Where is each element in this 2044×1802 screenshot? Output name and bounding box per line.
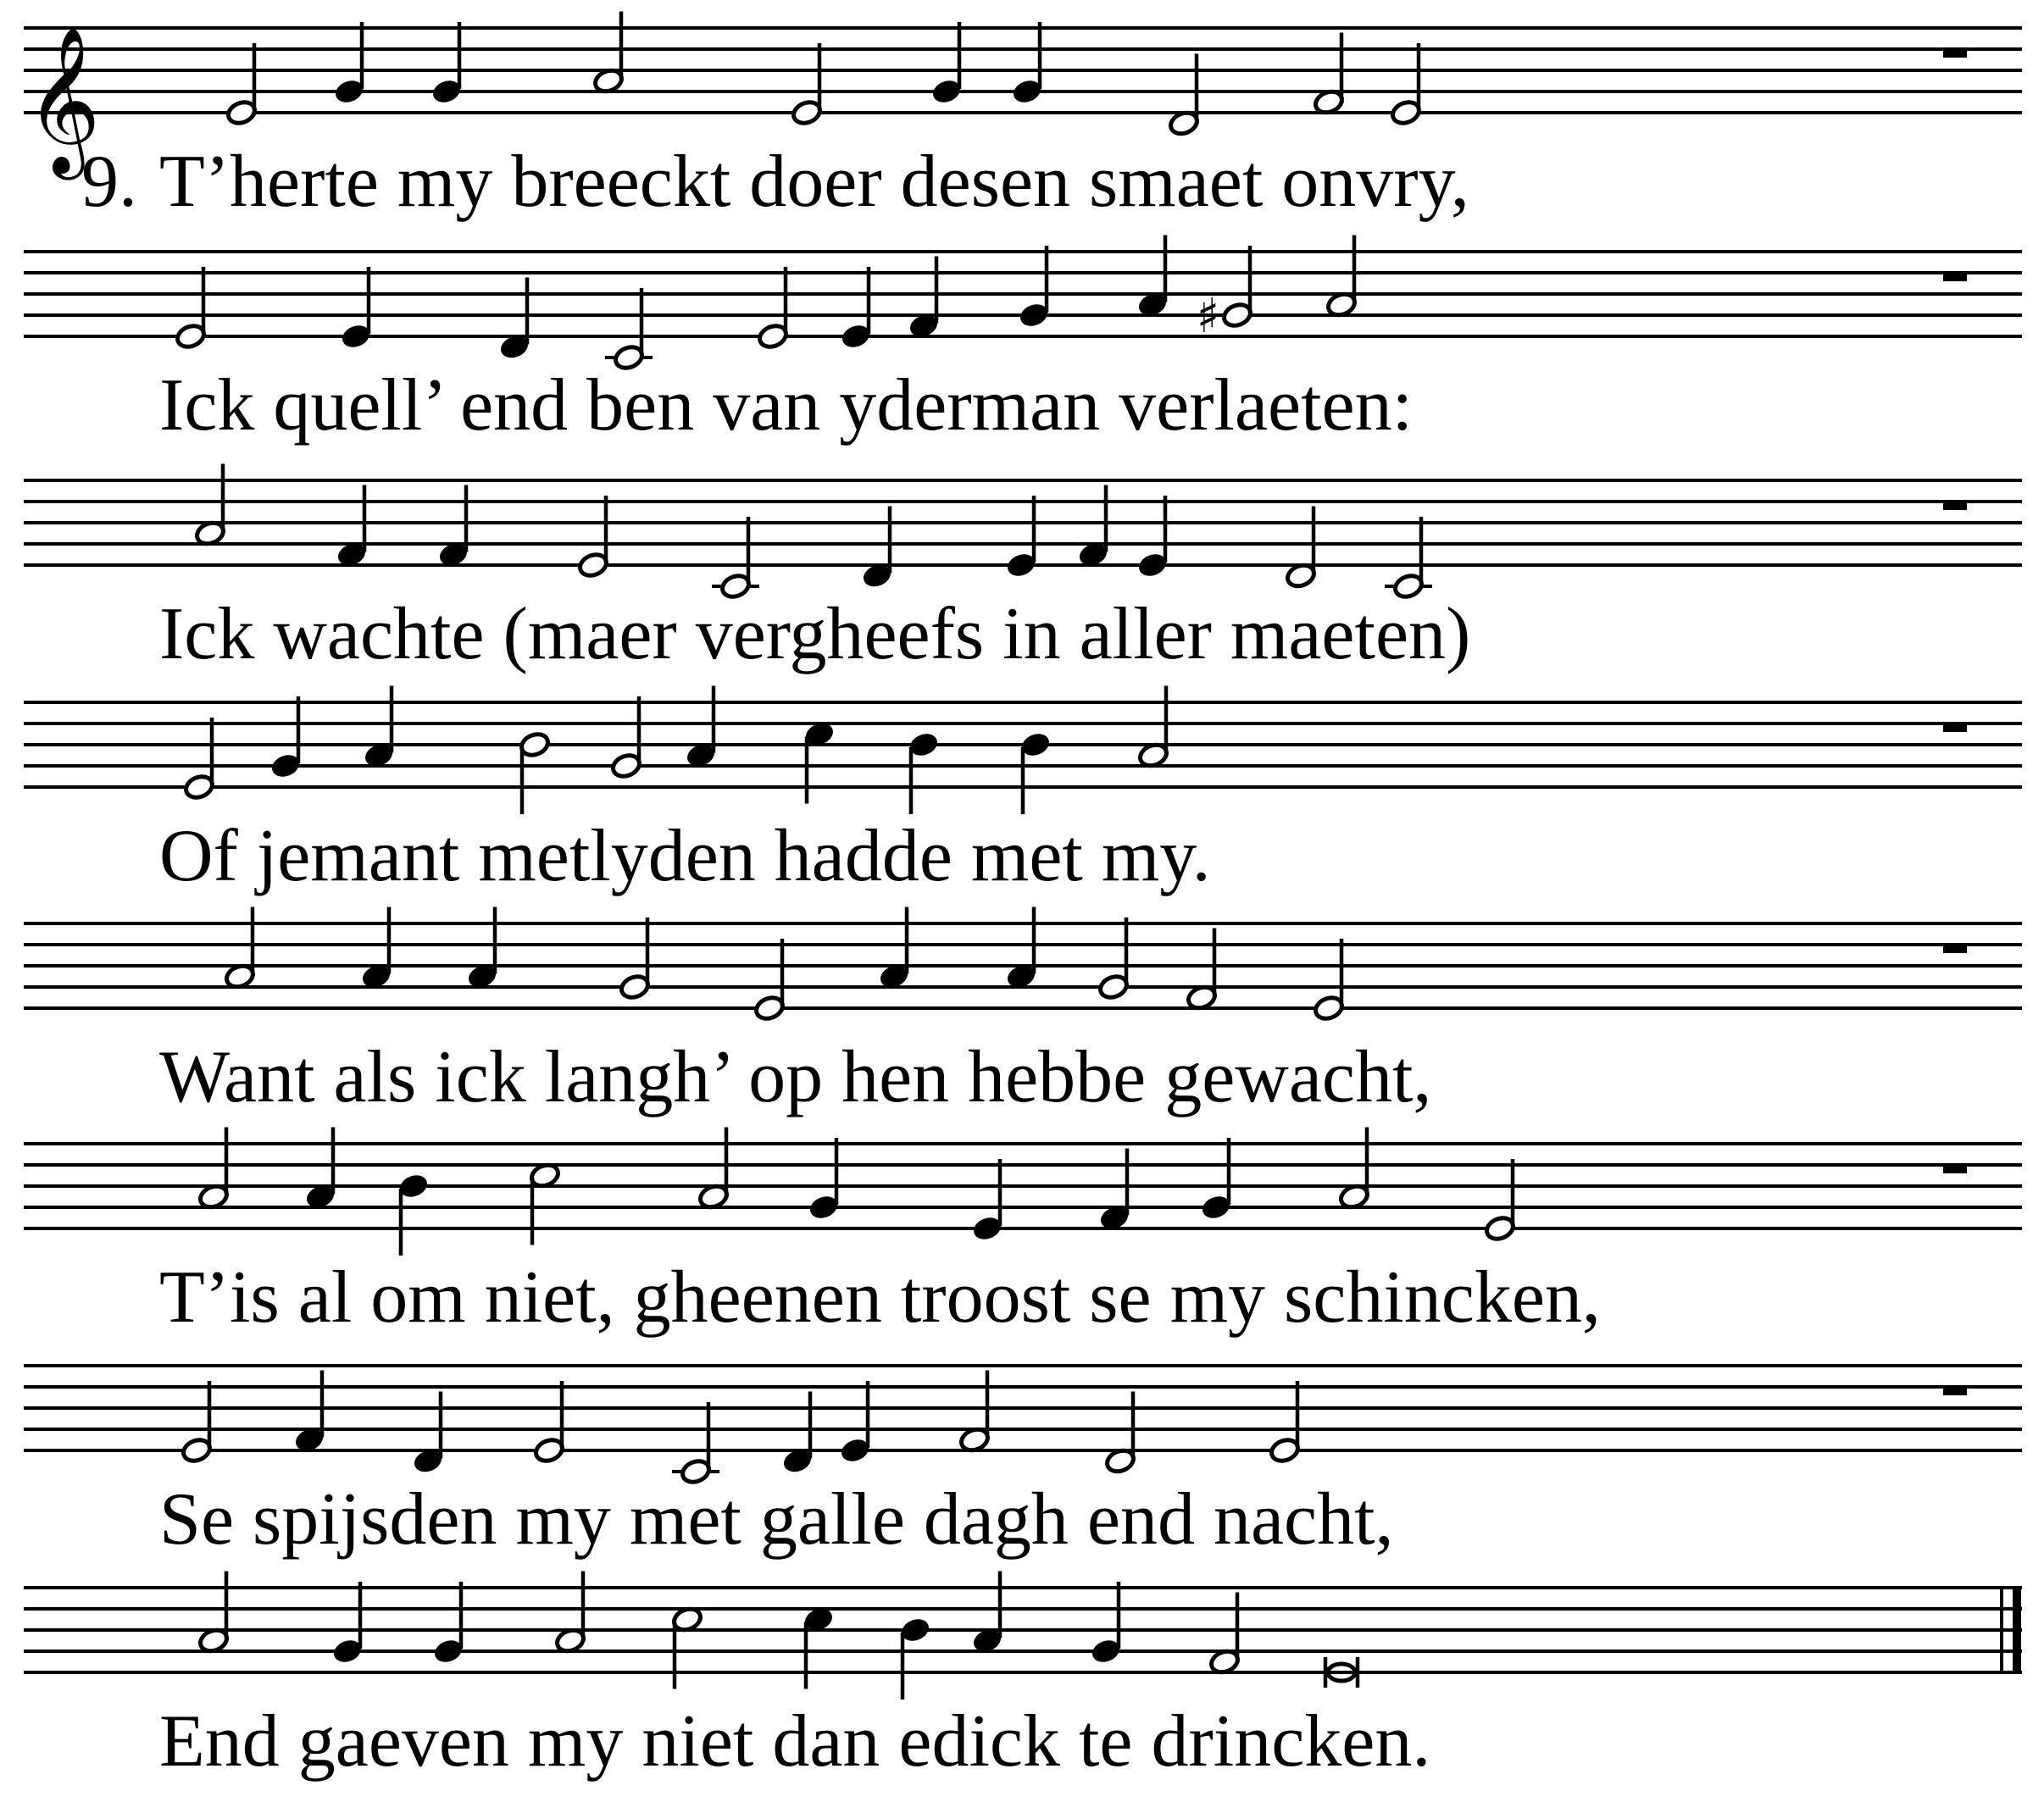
half-rest	[1943, 1385, 1967, 1395]
note	[899, 1616, 931, 1699]
note	[293, 1371, 325, 1455]
note	[197, 1572, 230, 1655]
note	[181, 1381, 213, 1465]
note	[432, 1582, 464, 1666]
note	[1390, 43, 1422, 127]
note	[1338, 1128, 1370, 1211]
note	[808, 1138, 840, 1222]
note	[437, 485, 469, 569]
staff-system	[24, 236, 2022, 447]
note	[1208, 1593, 1241, 1677]
note	[360, 907, 392, 991]
note	[840, 267, 872, 351]
lyric-line: T’herte my breeckt doer desen smaet onvry,	[159, 141, 1469, 223]
note	[839, 1381, 871, 1465]
note	[1313, 33, 1345, 117]
note	[533, 1381, 565, 1465]
note	[592, 12, 625, 96]
note	[269, 696, 302, 780]
note	[430, 22, 463, 106]
half-rest	[1943, 271, 1967, 281]
lyric-line: End gaeven my niet dan edick te drincken.	[159, 1700, 1431, 1783]
note	[971, 1572, 1003, 1655]
note	[672, 1402, 719, 1486]
note	[908, 730, 940, 814]
half-rest	[1943, 500, 1967, 510]
lyric-line: Se spijsden my met galle dagh end nacht,	[159, 1478, 1394, 1561]
note	[610, 696, 642, 780]
note	[554, 1572, 586, 1655]
note	[194, 464, 226, 548]
note	[781, 1392, 814, 1476]
note	[466, 907, 498, 991]
note	[930, 22, 963, 106]
staff-system	[24, 686, 2022, 898]
note	[757, 267, 789, 351]
staff-system	[24, 12, 2022, 224]
note	[803, 720, 836, 804]
note	[1098, 1149, 1130, 1233]
lyric-line: Want als ick langh’ op hen hebbe gewacht,	[159, 1036, 1432, 1118]
half-rest	[1943, 722, 1967, 732]
note	[1018, 246, 1050, 330]
note	[340, 267, 372, 351]
note	[1005, 496, 1037, 579]
note	[183, 718, 215, 801]
note	[697, 1128, 730, 1211]
note	[331, 1582, 364, 1666]
note	[333, 22, 365, 106]
note	[685, 686, 717, 770]
note	[1137, 686, 1169, 770]
note	[1005, 907, 1037, 991]
note	[363, 686, 395, 770]
note	[304, 1128, 336, 1211]
note	[1325, 236, 1358, 319]
note	[1313, 939, 1345, 1023]
note	[753, 939, 786, 1023]
note	[1385, 517, 1432, 601]
note	[498, 278, 530, 362]
half-rest	[1943, 1163, 1967, 1173]
note	[1285, 507, 1317, 591]
verse-number: 9.	[81, 141, 137, 223]
note	[529, 1162, 561, 1245]
staff-system	[24, 1572, 2022, 1783]
note	[1077, 485, 1109, 569]
note	[605, 288, 653, 372]
note	[803, 1605, 835, 1689]
lyric-line: Ick wachte (maer vergheefs in aller maeten)	[159, 593, 1471, 675]
note	[197, 1128, 230, 1211]
note	[958, 1371, 991, 1455]
note	[1186, 929, 1218, 1012]
note	[225, 43, 258, 127]
sharp-icon: ♯	[1197, 289, 1220, 344]
note	[671, 1605, 703, 1689]
staff-system	[24, 907, 2022, 1119]
half-rest	[1943, 47, 1967, 58]
half-rest	[1943, 943, 1967, 953]
treble-clef-icon: 𝄞	[25, 26, 101, 174]
note	[971, 1159, 1003, 1243]
note	[1011, 22, 1043, 106]
note	[224, 907, 256, 991]
note	[908, 257, 940, 341]
note	[412, 1392, 444, 1476]
note	[1168, 54, 1200, 138]
note	[397, 1172, 430, 1256]
note	[791, 43, 823, 127]
note	[1104, 1392, 1136, 1476]
note	[1136, 236, 1169, 319]
note	[712, 517, 759, 601]
note	[1136, 496, 1169, 579]
staff-system	[24, 464, 2022, 676]
note	[577, 496, 609, 579]
note	[519, 730, 551, 814]
note	[861, 507, 893, 591]
note	[878, 907, 910, 991]
lyric-line: T’is al om niet, gheenen troost se my schincken,	[159, 1256, 1601, 1339]
note	[1090, 1582, 1122, 1666]
note	[1019, 730, 1052, 814]
note	[1484, 1159, 1516, 1243]
staff-system	[24, 1366, 2022, 1561]
staff-system	[24, 1128, 2022, 1339]
lyric-line: Ick quell’ end ben van yderman verlaeten:	[159, 364, 1414, 446]
note	[619, 918, 651, 1001]
note	[1200, 1138, 1232, 1222]
note	[175, 267, 207, 351]
note	[1097, 918, 1130, 1001]
lyric-line: Of jemant metlyden hadde met my.	[159, 815, 1211, 897]
note	[336, 485, 368, 569]
note	[1269, 1381, 1301, 1465]
